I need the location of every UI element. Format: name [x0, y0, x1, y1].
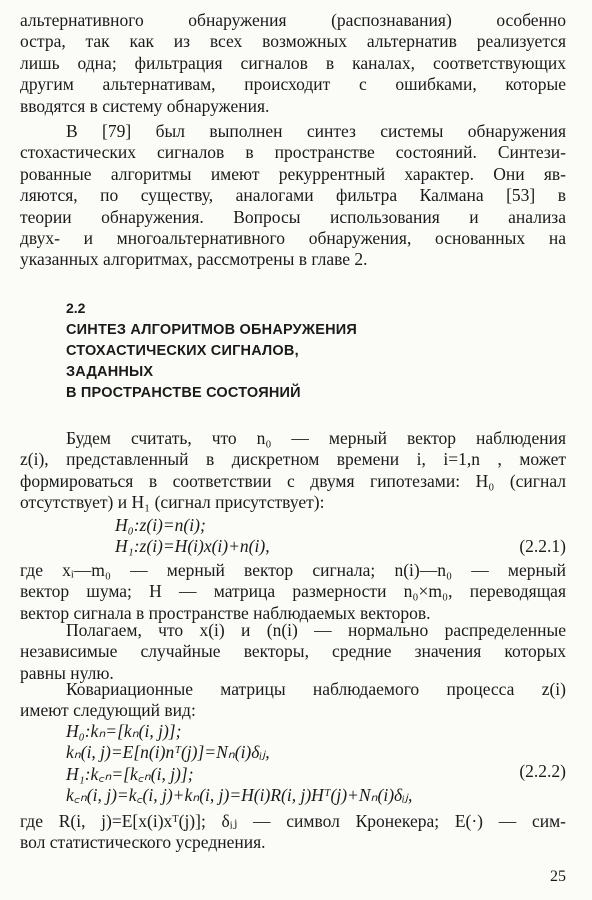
paragraph-5 [20, 620, 566, 684]
text-line: вводятся в систему обнаружения. [20, 95, 270, 116]
text-line: где xᵢ—m₀ — мерный вектор сигнала; n(i)—n₀ — мерный [20, 560, 566, 580]
text-line: альтернативного обнаружения (распознавания) особенно [20, 10, 566, 30]
equation-line: H₀:kₙ=[kₙ(i, j)]; [66, 721, 182, 741]
text-line: рованные алгоритмы имеют рекуррентный характер. Они яв- [20, 163, 566, 184]
text-line: z(i), представленный в дискретном времени i, i=1,n , может [20, 449, 566, 470]
text-line: теории обнаружения. Вопросы использования и анализа [20, 206, 566, 227]
text-line: другим альтернативам, происходит с ошибками, которые [20, 74, 566, 95]
equation-line: k꜀ₙ(i, j)=k꜀(i, j)+kₙ(i, j)=H(i)R(i, j)Hᵀ(j)+Nₙ(i)δᵢⱼ, [66, 785, 413, 806]
section-title-line: ЗАДАННЫХ [66, 364, 154, 380]
text-line: вектор сигнала в пространстве наблюдаемых векторов. [20, 602, 431, 623]
section-title-line: В ПРОСТРАНСТВЕ СОСТОЯНИЙ [66, 385, 301, 401]
equation-number: (2.2.2) [519, 761, 566, 781]
equation-line: H₁:k꜀ₙ=[k꜀ₙ(i, j)]; [66, 763, 194, 784]
section-number: 2.2 [66, 300, 86, 316]
text-line: вектор шума; H — матрица размерности n₀×m₀, переводящая [20, 581, 566, 602]
section-title [66, 320, 486, 404]
equation-2-2-1 [115, 515, 270, 558]
equation-number: (2.2.1) [519, 536, 566, 556]
paragraph-4 [20, 560, 566, 624]
page-number: 25 [550, 868, 566, 885]
text-line: В [79] был выполнен синтез системы обнаружения [66, 121, 566, 141]
paragraph-7 [20, 811, 566, 854]
equation-2-2-2 [66, 721, 412, 807]
paragraph-3 [20, 428, 566, 514]
paragraph-2 [20, 121, 566, 271]
text-line: указанных алгоритмах, рассмотрены в главе 2. [20, 249, 368, 270]
text-line: имеют следующий вид: [20, 700, 196, 721]
text-line: двух- и многоальтернативного обнаружения, основанных на [20, 227, 566, 248]
text-line: Полагаем, что x(i) и (n(i) — нормально распределенные [66, 620, 566, 640]
text-line: где R(i, j)=E[x(i)xᵀ(j)]; δᵢⱼ — символ Кронекера; E(·) — сим- [20, 811, 566, 831]
section-title-line: СИНТЕЗ АЛГОРИТМОВ ОБНАРУЖЕНИЯ [66, 322, 357, 338]
text-line: ляются, по существу, аналогами фильтра Калмана [53] в [20, 185, 566, 206]
equation-line: H₁:z(i)=H(i)x(i)+n(i), [115, 536, 270, 557]
text-line: отсутствует) и H₁ (сигнал присутствует): [20, 492, 325, 513]
paragraph-6 [20, 679, 566, 722]
text-line: независимые случайные векторы, средние значения которых [20, 641, 566, 662]
text-line: вол статистического усреднения. [20, 832, 266, 853]
text-line: остра, так как из всех возможных альтернатив реализуется [20, 31, 566, 52]
text-line: равны нулю. [20, 662, 114, 683]
text-line: стохастических сигналов в пространстве состояний. Синтези- [20, 142, 566, 163]
text-line: Ковариационные матрицы наблюдаемого процесса z(i) [66, 679, 566, 699]
text-line: Будем считать, что n₀ — мерный вектор наблюдения [66, 428, 566, 448]
text-line: лишь одна; фильтрация сигналов в каналах, соответствующих [20, 52, 566, 73]
paragraph-1 [20, 10, 566, 117]
equation-line: kₙ(i, j)=E[n(i)nᵀ(j)]=Nₙ(i)δᵢⱼ, [66, 742, 270, 763]
text-line: формироваться в соответствии с двумя гипотезами: H₀ (сигнал [20, 470, 566, 491]
section-title-line: СТОХАСТИЧЕСКИХ СИГНАЛОВ, [66, 343, 299, 359]
equation-line: H₀:z(i)=n(i); [115, 515, 206, 535]
